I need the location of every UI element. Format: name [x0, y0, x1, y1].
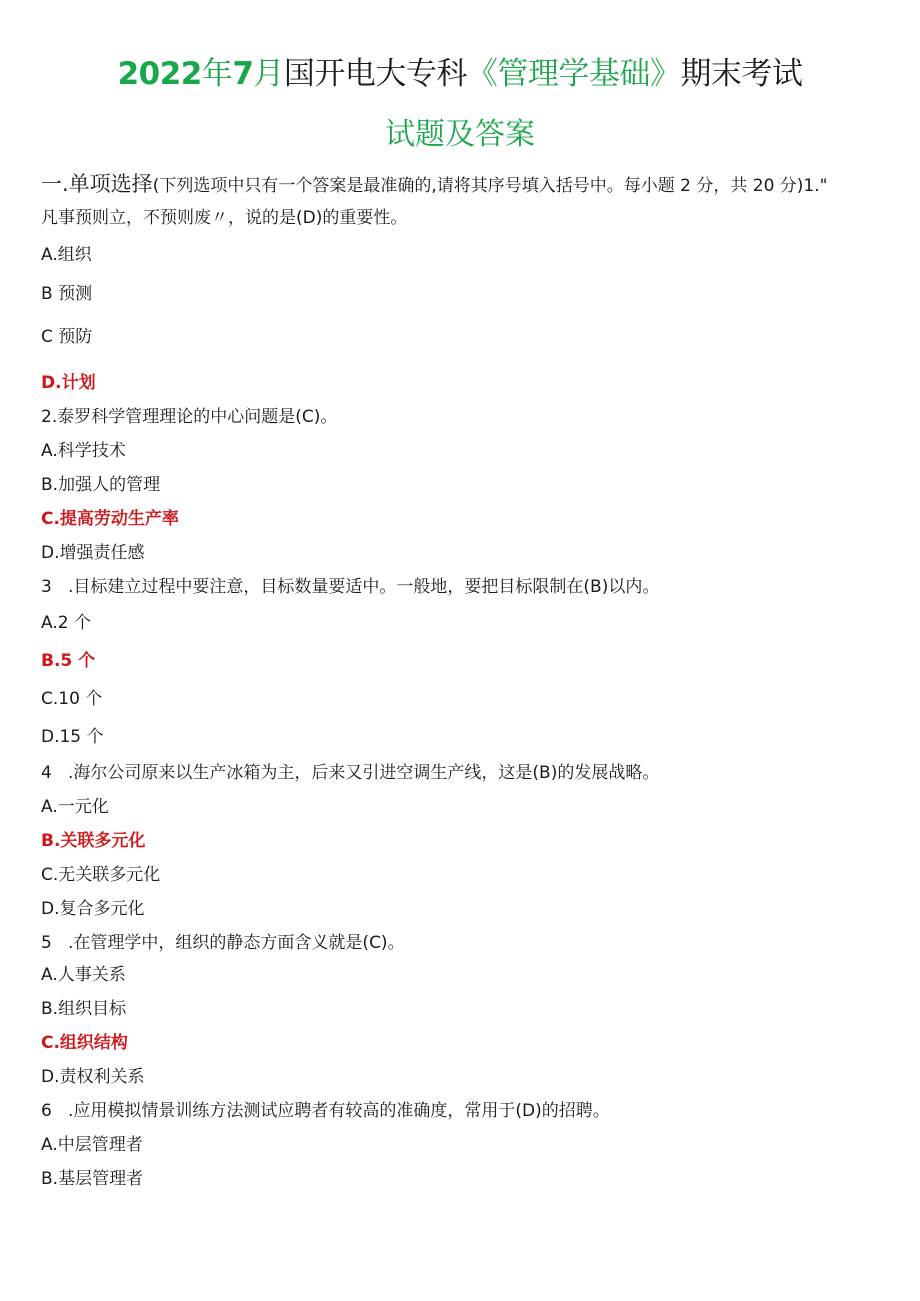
question-line: 3 .目标建立过程中要注意，目标数量要适中。一般地，要把目标限制在(B)以内。: [41, 577, 660, 597]
question-line: 5 .在管理学中，组织的静态方面含义就是(C)。: [41, 933, 405, 953]
title-part2: 期末考试: [680, 56, 803, 92]
option-line: D.15 个: [41, 727, 104, 747]
title-month: 7: [232, 56, 254, 92]
option-line: D.责权利关系: [41, 1067, 145, 1087]
option-line: B.加强人的管理: [41, 475, 161, 495]
option-line: D.复合多元化: [41, 899, 145, 919]
question-1-text: 凡事预则立，不预则废〃，说的是(D)的重要性。: [41, 208, 408, 228]
title-nian: 年: [201, 56, 233, 92]
section-intro: [41, 168, 881, 234]
option-line: C.10 个: [41, 689, 103, 709]
option-line: B.基层管理者: [41, 1169, 144, 1189]
page-subtitle: 试题及答案: [385, 117, 535, 152]
option-line: A.中层管理者: [41, 1135, 143, 1155]
correct-answer: B.关联多元化: [41, 831, 146, 851]
option-line: A.一元化: [41, 797, 109, 817]
option-line: A.人事关系: [41, 965, 126, 985]
option-line: B 预测: [41, 284, 93, 304]
correct-answer: B.5 个: [41, 651, 96, 671]
correct-answer: C.提高劳动生产率: [41, 509, 179, 529]
option-line: A.组织: [41, 245, 92, 265]
title-part1: 国开电大专科: [283, 56, 467, 92]
option-line: D.增强责任感: [41, 543, 145, 563]
option-line: B.组织目标: [41, 999, 127, 1019]
page-title: [0, 52, 920, 96]
option-line: C 预防: [41, 327, 93, 347]
section-instructions: (下列选项中只有一个答案是最准确的,请将其序号填入括号中。每小题 2 分，共 20 分)1.": [152, 176, 828, 196]
title-course: 《管理学基础》: [466, 56, 681, 92]
correct-answer: C.组织结构: [41, 1033, 128, 1053]
option-line: A.2 个: [41, 613, 91, 633]
question-line: 2.泰罗科学管理理论的中心问题是(C)。: [41, 407, 338, 427]
correct-answer: D.计划: [41, 373, 96, 393]
section-heading: 一.单项选择: [41, 172, 153, 196]
option-line: C.无关联多元化: [41, 865, 161, 885]
title-year: 2022: [117, 56, 202, 92]
question-line: 6 .应用模拟情景训练方法测试应聘者有较高的准确度，常用于(D)的招聘。: [41, 1101, 610, 1121]
question-line: 4 .海尔公司原来以生产冰箱为主，后来又引进空调生产线，这是(B)的发展战略。: [41, 763, 660, 783]
title-yue: 月: [253, 56, 284, 92]
option-line: A.科学技术: [41, 441, 126, 461]
